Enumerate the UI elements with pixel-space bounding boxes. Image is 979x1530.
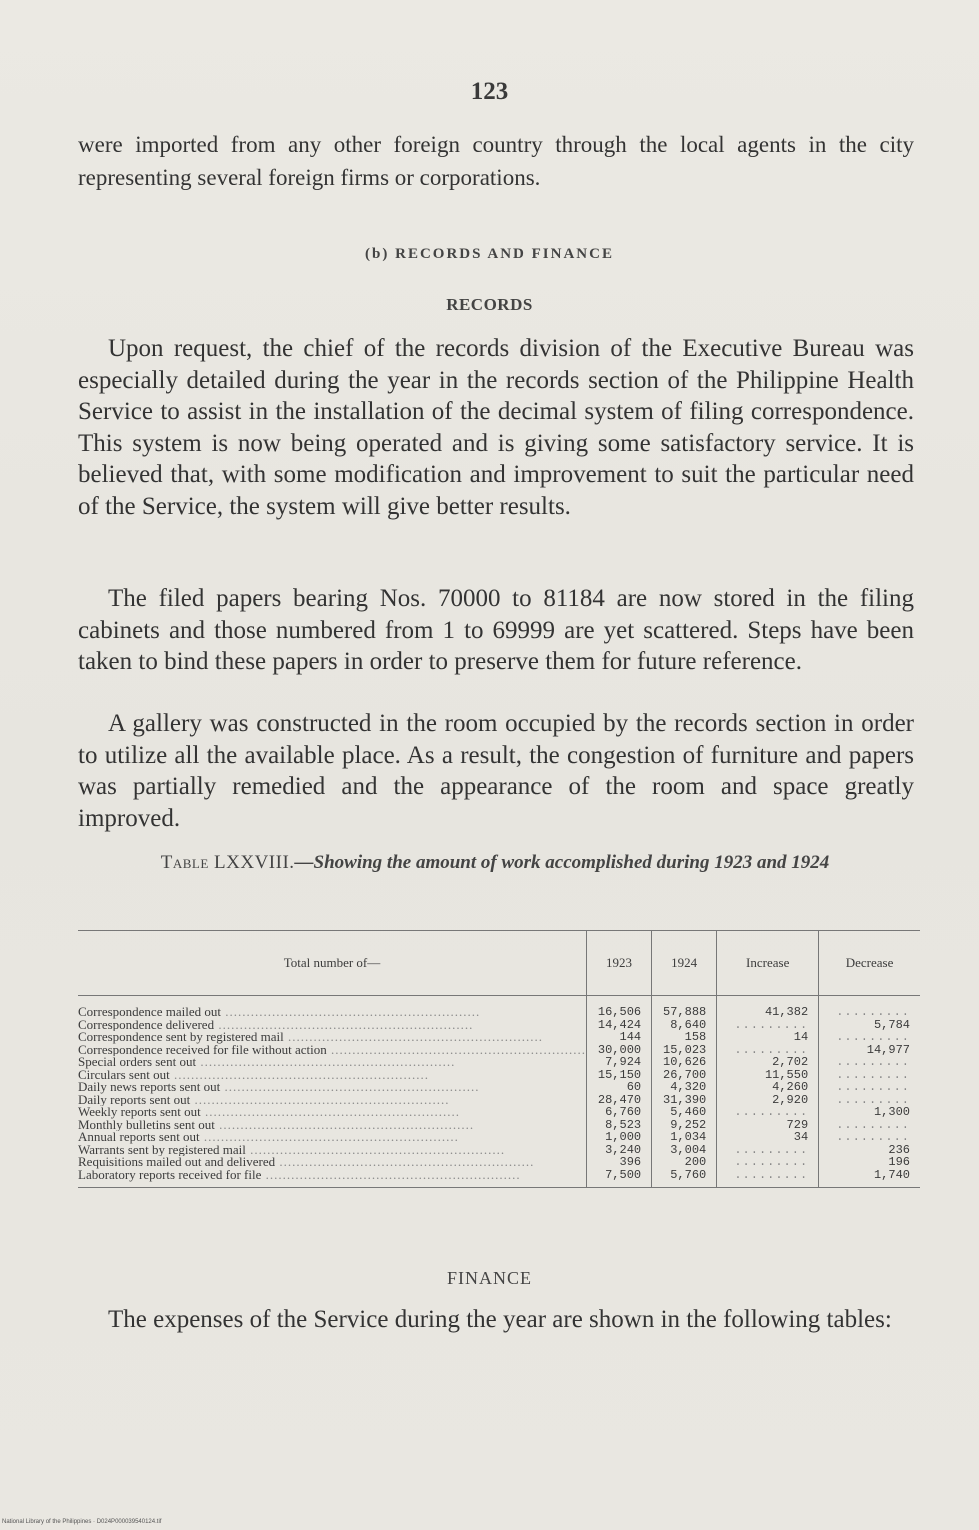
cell-increase	[717, 1019, 819, 1032]
table-row	[78, 1156, 920, 1169]
cell-y1924	[652, 1169, 717, 1188]
cell-value: 5,460	[670, 1106, 707, 1119]
empty-cell-dots: .........	[836, 1118, 910, 1131]
cell-y1923	[586, 1156, 651, 1169]
table-row	[78, 1169, 920, 1188]
cell-value: 7,924	[605, 1056, 642, 1069]
table-caption-text: —Showing the amount of work accomplished during 1923 and 1924	[294, 852, 830, 873]
row-label-cell	[78, 1119, 586, 1132]
leader-dots: ............................................................	[261, 1168, 521, 1182]
row-label: Warrants sent by registered mail	[78, 1143, 246, 1156]
cell-value: 3,004	[670, 1143, 707, 1156]
cell-value: 16,506	[597, 1005, 642, 1019]
table-row	[78, 1119, 920, 1132]
row-label-cell	[78, 1169, 586, 1188]
cell-value: 158	[684, 1031, 707, 1044]
cell-value: 26,700	[663, 1068, 707, 1081]
row-label-cell	[78, 1131, 586, 1144]
empty-cell-dots: .........	[734, 1043, 809, 1056]
footer-source-text: National Library of the Philippines · D024P000039540124.tif	[2, 1519, 162, 1525]
empty-cell-dots: .........	[734, 1168, 809, 1182]
cell-y1923	[586, 1169, 651, 1188]
empty-cell-dots: .........	[734, 1018, 809, 1031]
row-label: Monthly bulletins sent out	[78, 1118, 215, 1131]
cell-value: 3,240	[605, 1143, 642, 1156]
row-label-cell	[78, 1106, 586, 1119]
intro-paragraph: were imported from any other foreign country through the local agents in the city representing several foreign firms or corporations.	[78, 132, 914, 190]
row-label-cell	[78, 1044, 586, 1057]
cell-increase	[717, 1169, 819, 1188]
leader-dots: ............................................................	[214, 1118, 475, 1131]
leader-dots: ............................................................	[220, 1081, 480, 1094]
cell-y1923	[586, 1094, 651, 1107]
cell-y1923	[586, 1069, 651, 1082]
empty-cell-dots: .........	[836, 1093, 910, 1106]
cell-y1924	[652, 1131, 717, 1144]
cell-y1924	[652, 1106, 717, 1119]
cell-value: 200	[684, 1156, 707, 1169]
cell-value: 196	[888, 1156, 910, 1169]
row-label: Annual reports sent out	[78, 1131, 200, 1144]
cell-decrease	[819, 1044, 920, 1057]
cell-value: 6,760	[605, 1106, 642, 1119]
cell-value: 1,300	[873, 1106, 910, 1119]
records-heading: RECORDS	[446, 295, 533, 314]
cell-increase	[717, 1144, 819, 1157]
header-1924: 1924	[652, 931, 717, 996]
cell-value: 41,382	[764, 1005, 809, 1019]
cell-decrease	[819, 996, 920, 1019]
cell-value: 236	[888, 1143, 910, 1156]
cell-y1923	[586, 1081, 651, 1094]
leader-dots: ............................................................	[199, 1131, 459, 1144]
table-row	[78, 1044, 920, 1057]
cell-decrease	[819, 1031, 920, 1044]
leader-dots: ............................................................	[326, 1043, 586, 1056]
cell-increase	[717, 1119, 819, 1132]
leader-dots: ............................................................	[283, 1031, 544, 1044]
cell-y1924	[652, 1156, 717, 1169]
row-label: Requisitions mailed out and delivered	[78, 1156, 276, 1169]
cell-decrease	[819, 1106, 920, 1119]
leader-dots: ............................................................	[190, 1093, 450, 1106]
row-label: Correspondence mailed out	[78, 1004, 221, 1019]
header-increase: Increase	[717, 931, 819, 996]
cell-value: 1,034	[670, 1131, 707, 1144]
table-row	[78, 1081, 920, 1094]
table-row	[78, 1144, 920, 1157]
row-label-cell	[78, 1081, 586, 1094]
empty-cell-dots: .........	[836, 1056, 910, 1069]
row-label: Daily reports sent out	[78, 1093, 191, 1106]
table-row	[78, 1019, 920, 1032]
header-decrease: Decrease	[819, 931, 920, 996]
leader-dots: ............................................................	[245, 1143, 506, 1156]
cell-y1924	[652, 996, 717, 1019]
row-label: Circulars sent out	[78, 1068, 170, 1081]
cell-value: 8,523	[605, 1118, 642, 1131]
cell-decrease	[819, 1069, 920, 1082]
row-label-cell	[78, 1156, 586, 1169]
header-1923: 1923	[586, 931, 651, 996]
empty-cell-dots: .........	[836, 1081, 910, 1094]
cell-increase	[717, 1094, 819, 1107]
table-row	[78, 1069, 920, 1082]
cell-value: 11,550	[764, 1068, 809, 1081]
cell-decrease	[819, 1094, 920, 1107]
cell-decrease	[819, 1156, 920, 1169]
cell-increase	[717, 1044, 819, 1057]
leader-dots: ............................................................	[200, 1106, 461, 1119]
cell-value: 8,640	[670, 1018, 707, 1031]
cell-increase	[717, 1081, 819, 1094]
row-label: Daily news reports sent out	[78, 1081, 221, 1094]
records-paragraph-2: The filed papers bearing Nos. 70000 to 81184 are now stored in the filing cabinets and those numbered from 1 to 69999 are yet scattered. Steps have been taken to bind these papers in order to preserve them for future reference.	[78, 585, 914, 675]
cell-decrease	[819, 1019, 920, 1032]
table-row	[78, 1056, 920, 1069]
row-label: Laboratory reports received for file	[78, 1168, 262, 1182]
page-number: 123	[470, 78, 509, 105]
row-label-cell	[78, 1031, 586, 1044]
cell-value: 15,150	[597, 1068, 642, 1081]
finance-heading: FINANCE	[446, 1268, 532, 1288]
cell-y1924	[652, 1119, 717, 1132]
cell-decrease	[819, 1081, 920, 1094]
leader-dots: ............................................................	[220, 1004, 481, 1019]
cell-increase	[717, 1069, 819, 1082]
cell-decrease	[819, 1131, 920, 1144]
table-caption	[100, 850, 890, 876]
cell-increase	[717, 1106, 819, 1119]
cell-value: 1,000	[605, 1131, 642, 1144]
cell-y1923	[586, 1019, 651, 1032]
cell-y1923	[586, 996, 651, 1019]
cell-value: 14	[793, 1031, 809, 1044]
empty-cell-dots: .........	[836, 1005, 910, 1019]
cell-increase	[717, 1131, 819, 1144]
cell-value: 30,000	[597, 1043, 642, 1056]
cell-value: 4,320	[670, 1081, 707, 1094]
row-label-cell	[78, 996, 586, 1019]
cell-value: 396	[619, 1156, 642, 1169]
work-accomplished-table	[78, 930, 920, 1188]
leader-dots: ............................................................	[275, 1156, 535, 1169]
cell-y1924	[652, 1069, 717, 1082]
cell-y1924	[652, 1044, 717, 1057]
row-label: Correspondence delivered	[78, 1018, 215, 1031]
row-label-cell	[78, 1069, 586, 1082]
cell-value: 144	[619, 1031, 642, 1044]
cell-value: 729	[786, 1118, 809, 1131]
row-label-cell	[78, 1056, 586, 1069]
row-label-cell	[78, 1094, 586, 1107]
cell-value: 14,424	[597, 1018, 642, 1031]
cell-y1923	[586, 1044, 651, 1057]
cell-value: 7,500	[605, 1168, 642, 1182]
cell-y1923	[586, 1106, 651, 1119]
empty-cell-dots: .........	[734, 1106, 809, 1119]
empty-cell-dots: .........	[734, 1143, 809, 1156]
work-table-container	[78, 930, 920, 1250]
records-paragraph-1: Upon request, the chief of the records division of the Executive Bureau was especially detailed during the year in the records section of the Philippine Health Service to assist in the installation of the decimal system of filing correspondence. This system is now being operated and is giving some satisfactory service. It is believed that, with some modification and improvement to suit the particular need of the Service, the system will give better results.	[78, 335, 914, 520]
cell-decrease	[819, 1056, 920, 1069]
cell-value: 28,470	[597, 1093, 642, 1106]
finance-paragraph: The expenses of the Service during the year are shown in the following tables:	[108, 1306, 892, 1333]
table-row	[78, 1094, 920, 1107]
header-total-number: Total number of—	[78, 931, 586, 996]
row-label: Correspondence sent by registered mail	[78, 1031, 284, 1044]
section-heading-records-finance: (b) RECORDS AND FINANCE	[365, 246, 614, 262]
cell-value: 10,626	[663, 1056, 707, 1069]
cell-y1924	[652, 1031, 717, 1044]
cell-y1923	[586, 1131, 651, 1144]
table-row	[78, 1106, 920, 1119]
cell-y1923	[586, 1031, 651, 1044]
cell-y1923	[586, 1056, 651, 1069]
cell-y1924	[652, 1019, 717, 1032]
cell-y1923	[586, 1144, 651, 1157]
cell-decrease	[819, 1119, 920, 1132]
records-paragraph-3: A gallery was constructed in the room occupied by the records section in order to utilize all the available place. As a result, the congestion of furniture and papers was partially remedied and the appearance of the room and space greatly improved.	[78, 710, 914, 832]
table-row	[78, 1031, 920, 1044]
cell-y1924	[652, 1081, 717, 1094]
table-header-row	[78, 931, 920, 996]
row-label: Weekly reports sent out	[78, 1106, 201, 1119]
cell-y1923	[586, 1119, 651, 1132]
table-row	[78, 1131, 920, 1144]
cell-value: 2,702	[772, 1056, 809, 1069]
cell-value: 34	[793, 1131, 809, 1144]
leader-dots: ............................................................	[214, 1018, 474, 1031]
empty-cell-dots: .........	[836, 1131, 910, 1144]
cell-value: 4,260	[772, 1081, 809, 1094]
cell-increase	[717, 1031, 819, 1044]
cell-value: 5,760	[670, 1168, 707, 1182]
row-label-cell	[78, 1019, 586, 1032]
cell-value: 57,888	[663, 1005, 707, 1019]
cell-y1924	[652, 1144, 717, 1157]
empty-cell-dots: .........	[836, 1068, 910, 1081]
cell-value: 15,023	[663, 1043, 707, 1056]
table-body	[78, 996, 920, 1188]
table-row	[78, 996, 920, 1019]
cell-value: 2,920	[772, 1093, 809, 1106]
cell-y1924	[652, 1056, 717, 1069]
cell-value: 14,977	[866, 1043, 910, 1056]
cell-decrease	[819, 1144, 920, 1157]
empty-cell-dots: .........	[734, 1156, 809, 1169]
cell-value: 60	[626, 1081, 642, 1094]
row-label: Correspondence received for file without action	[78, 1043, 327, 1056]
cell-value: 31,390	[663, 1093, 707, 1106]
cell-value: 9,252	[670, 1118, 707, 1131]
cell-increase	[717, 1056, 819, 1069]
row-label: Special orders sent out	[78, 1056, 197, 1069]
cell-increase	[717, 996, 819, 1019]
empty-cell-dots: .........	[836, 1031, 910, 1044]
cell-increase	[717, 1156, 819, 1169]
cell-y1924	[652, 1094, 717, 1107]
leader-dots: ............................................................	[169, 1068, 429, 1081]
cell-decrease	[819, 1169, 920, 1188]
cell-value: 5,784	[873, 1018, 910, 1031]
row-label-cell	[78, 1144, 586, 1157]
table-caption-label: Table LXXVIII.	[160, 852, 295, 873]
cell-value: 1,740	[873, 1168, 910, 1182]
leader-dots: ............................................................	[196, 1056, 456, 1069]
